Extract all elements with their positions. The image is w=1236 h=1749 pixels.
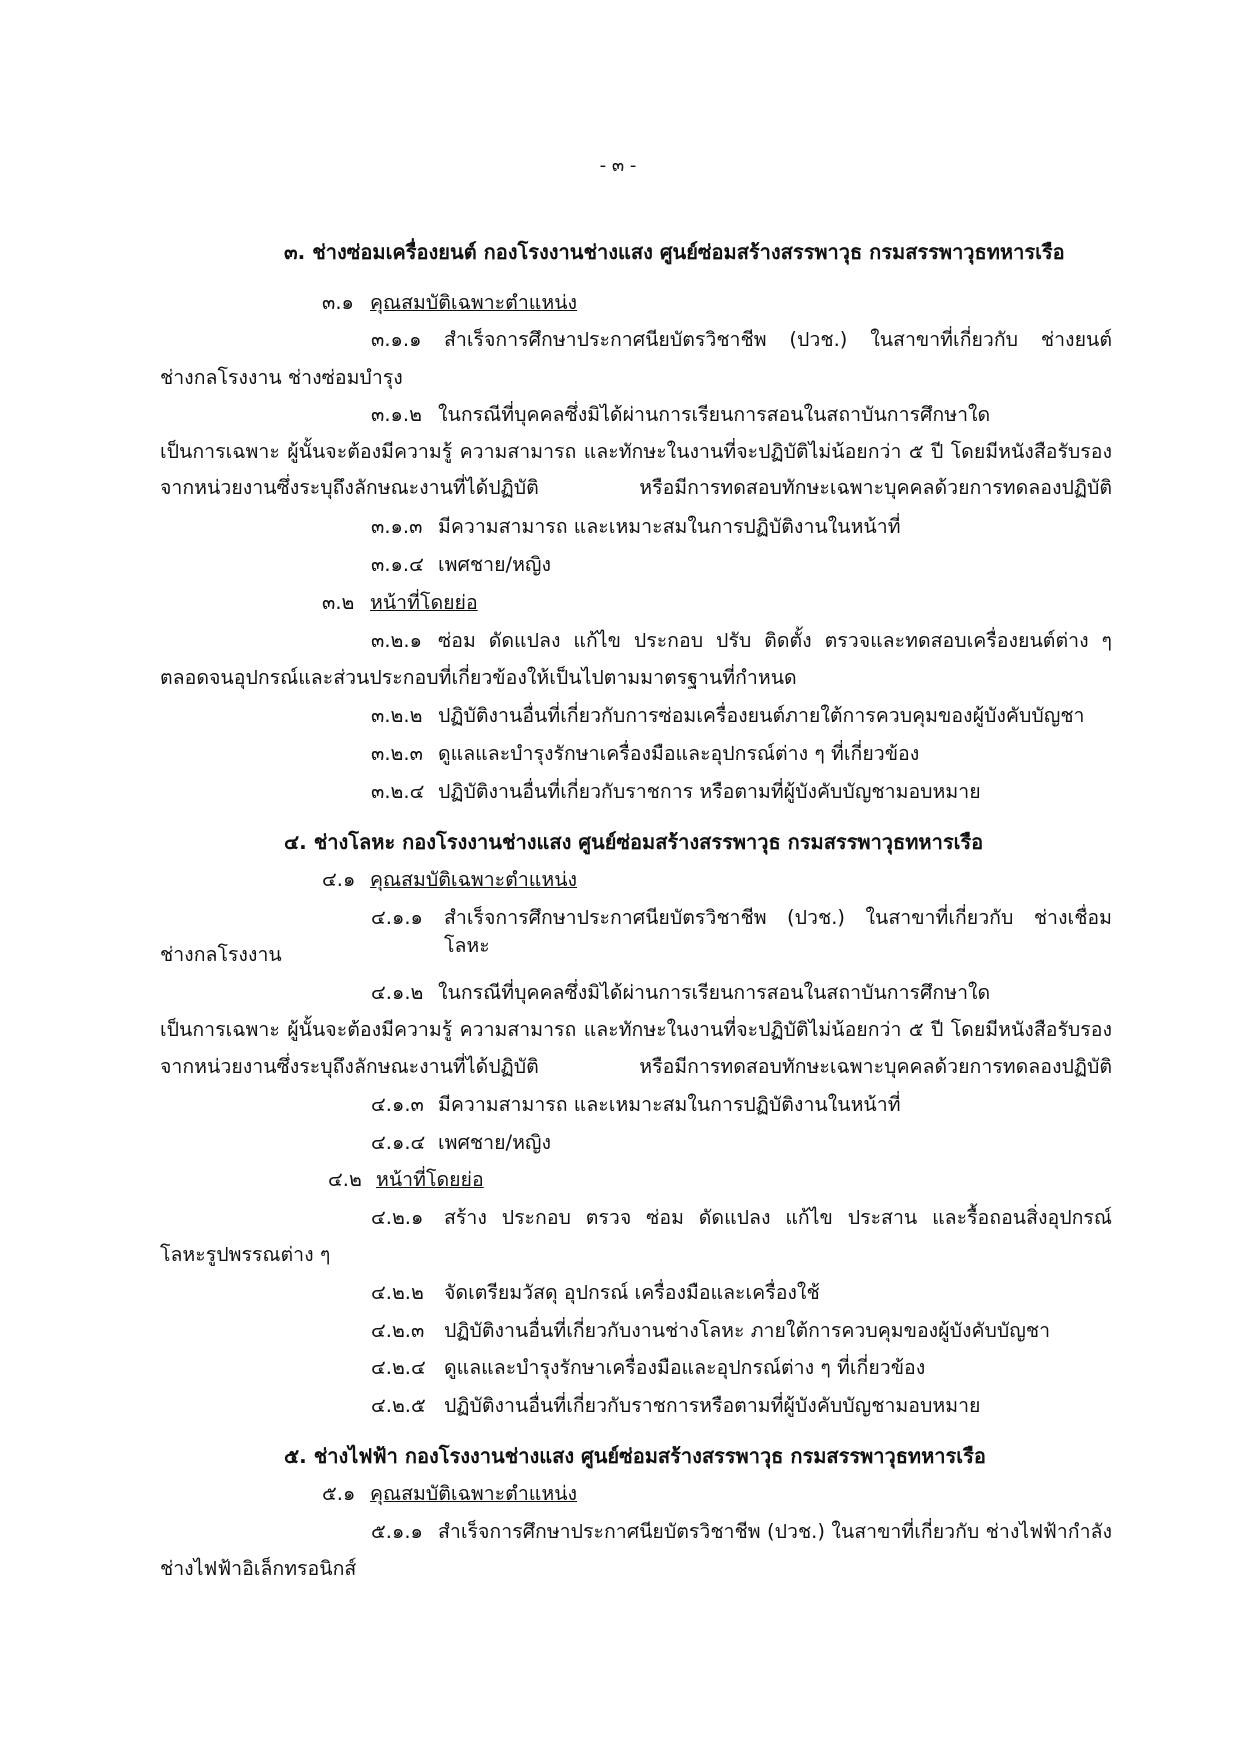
item-number: ๔.๑.๑ <box>371 906 423 929</box>
item-text-line: จากหน่วยงานซึ่งระบุถึงลักษณะงานที่ได้ปฏิบัติ หรือมีการทดสอบทักษะเฉพาะบุคคลด้วยการทดลองปฏิบัติ <box>160 476 1112 499</box>
item-number: ๔.๑.๓ <box>371 1093 424 1116</box>
item-text-line: ซ่อม ดัดแปลง แก้ไข ประกอบ ปรับ ติดตั้ง ตรวจและทดสอบเครื่องยนต์ต่าง ๆ <box>438 629 1112 652</box>
subsection-number: ๓.๑ <box>322 291 354 314</box>
item-text-line: เป็นการเฉพาะ ผู้นั้นจะต้องมีความรู้ ความสามารถ และทักษะในงานที่จะปฏิบัติไม่น้อยกว่า ๕ ปี โดยมีหนังสือรับรอง <box>160 440 1112 463</box>
item-text-line: เพศชาย/หญิง <box>438 1131 552 1154</box>
item-text-line: ช่างกลโรงงาน <box>160 943 282 966</box>
item-number: ๔.๒.๓ <box>371 1319 425 1342</box>
item-text-line: ช่างกลโรงงาน ช่างซ่อมบำรุง <box>160 366 403 389</box>
item-number: ๓.๒.๔ <box>371 780 425 803</box>
subsection-number: ๔.๑ <box>322 868 356 891</box>
subsection-title: คุณสมบัติเฉพาะตำแหน่ง <box>370 868 578 891</box>
item-text-line: โลหะรูปพรรณต่าง ๆ <box>160 1243 331 1266</box>
item-text-line: ในกรณีที่บุคคลซึ่งมิได้ผ่านการเรียนการสอนในสถาบันการศึกษาใด <box>438 403 991 426</box>
item-text-line: เพศชาย/หญิง <box>438 553 552 576</box>
item-number: ๔.๑.๒ <box>371 981 424 1004</box>
subsection-number: ๔.๒ <box>328 1168 362 1191</box>
item-text-line: ปฏิบัติงานอื่นที่เกี่ยวกับการซ่อมเครื่องยนต์ภายใต้การควบคุมของผู้บังคับบัญชา <box>438 704 1085 727</box>
item-text-line: ในกรณีที่บุคคลซึ่งมิได้ผ่านการเรียนการสอนในสถาบันการศึกษาใด <box>438 981 991 1004</box>
item-text-line: เป็นการเฉพาะ ผู้นั้นจะต้องมีความรู้ ความสามารถ และทักษะในงานที่จะปฏิบัติไม่น้อยกว่า ๕ ปี โดยมีหนังสือรับรอง <box>160 1018 1112 1041</box>
item-number: ๓.๑.๑ <box>371 328 422 351</box>
subsection-title: หน้าที่โดยย่อ <box>376 1168 484 1191</box>
item-text-line: ดูแลและบำรุงรักษาเครื่องมือและอุปกรณ์ต่าง ๆ ที่เกี่ยวข้อง <box>438 742 920 765</box>
item-text-line: มีความสามารถ และเหมาะสมในการปฏิบัติงานในหน้าที่ <box>438 1093 901 1116</box>
subsection-title: คุณสมบัติเฉพาะตำแหน่ง <box>370 1482 578 1505</box>
item-number: ๓.๒.๑ <box>371 629 422 652</box>
item-text-line: สำเร็จการศึกษาประกาศนียบัตรวิชาชีพ (ปวช.) ในสาขาที่เกี่ยวกับ ช่างไฟฟ้ากำลัง <box>438 1520 1112 1543</box>
section-heading: ๔. ช่างโลหะ กองโรงงานช่างแสง ศูนย์ซ่อมสร้างสรรพาวุธ กรมสรรพาวุธทหารเรือ <box>284 830 984 854</box>
item-text-line: ดูแลและบำรุงรักษาเครื่องมือและอุปกรณ์ต่าง ๆ ที่เกี่ยวข้อง <box>444 1356 926 1379</box>
item-number: ๓.๑.๔ <box>371 553 424 576</box>
item-text-line: จัดเตรียมวัสดุ อุปกรณ์ เครื่องมือและเครื่องใช้ <box>444 1281 820 1304</box>
item-text-line: ปฏิบัติงานอื่นที่เกี่ยวกับราชการ หรือตามที่ผู้บังคับบัญชามอบหมาย <box>438 780 981 803</box>
item-number: ๓.๑.๒ <box>371 403 422 426</box>
subsection-title: หน้าที่โดยย่อ <box>370 591 478 614</box>
page-number: - ๓ - <box>599 155 637 176</box>
item-text-line: สร้าง ประกอบ ตรวจ ซ่อม ดัดแปลง แก้ไข ประสาน และรื้อถอนสิ่งอุปกรณ์ <box>444 1206 1112 1229</box>
item-number: ๓.๒.๒ <box>371 704 423 727</box>
subsection-number: ๕.๑ <box>322 1482 356 1505</box>
item-text-line: ปฏิบัติงานอื่นที่เกี่ยวกับราชการหรือตามที่ผู้บังคับบัญชามอบหมาย <box>444 1394 981 1417</box>
item-number: ๔.๑.๔ <box>371 1131 426 1154</box>
item-text-line: สำเร็จการศึกษาประกาศนียบัตรวิชาชีพ (ปวช.) ในสาขาที่เกี่ยวกับ ช่างยนต์ <box>444 328 1112 351</box>
item-number: ๔.๒.๔ <box>371 1356 426 1379</box>
item-number: ๔.๒.๑ <box>371 1206 424 1229</box>
item-number: ๓.๒.๓ <box>371 742 423 765</box>
item-number: ๓.๑.๓ <box>371 515 423 538</box>
item-number: ๔.๒.๒ <box>371 1281 424 1304</box>
item-text-line: ตลอดจนอุปกรณ์และส่วนประกอบที่เกี่ยวข้องให้เป็นไปตามมาตรฐานที่กำหนด <box>160 666 797 689</box>
item-text-line: จากหน่วยงานซึ่งระบุถึงลักษณะงานที่ได้ปฏิบัติ หรือมีการทดสอบทักษะเฉพาะบุคคลด้วยการทดลองปฏิบัติ <box>160 1055 1112 1078</box>
item-text-line: ช่างไฟฟ้าอิเล็กทรอนิกส์ <box>160 1557 357 1580</box>
item-text-line: มีความสามารถ และเหมาะสมในการปฏิบัติงานในหน้าที่ <box>438 515 901 538</box>
item-number: ๔.๒.๕ <box>371 1394 426 1417</box>
section-heading: ๕. ช่างไฟฟ้า กองโรงงานช่างแสง ศูนย์ซ่อมสร้างสรรพาวุธ กรมสรรพาวุธทหารเรือ <box>284 1444 986 1468</box>
item-text-line: สำเร็จการศึกษาประกาศนียบัตรวิชาชีพ (ปวช.) ในสาขาที่เกี่ยวกับ ช่างเชื่อมโลหะ <box>444 906 1112 957</box>
subsection-number: ๓.๒ <box>322 591 355 614</box>
section-heading: ๓. ช่างซ่อมเครื่องยนต์ กองโรงงานช่างแสง ศูนย์ซ่อมสร้างสรรพาวุธ กรมสรรพาวุธทหารเรือ <box>284 240 1065 264</box>
item-text-line: ปฏิบัติงานอื่นที่เกี่ยวกับงานช่างโลหะ ภายใต้การควบคุมของผู้บังคับบัญชา <box>444 1319 1051 1342</box>
subsection-title: คุณสมบัติเฉพาะตำแหน่ง <box>370 291 578 314</box>
item-number: ๕.๑.๑ <box>371 1520 423 1543</box>
